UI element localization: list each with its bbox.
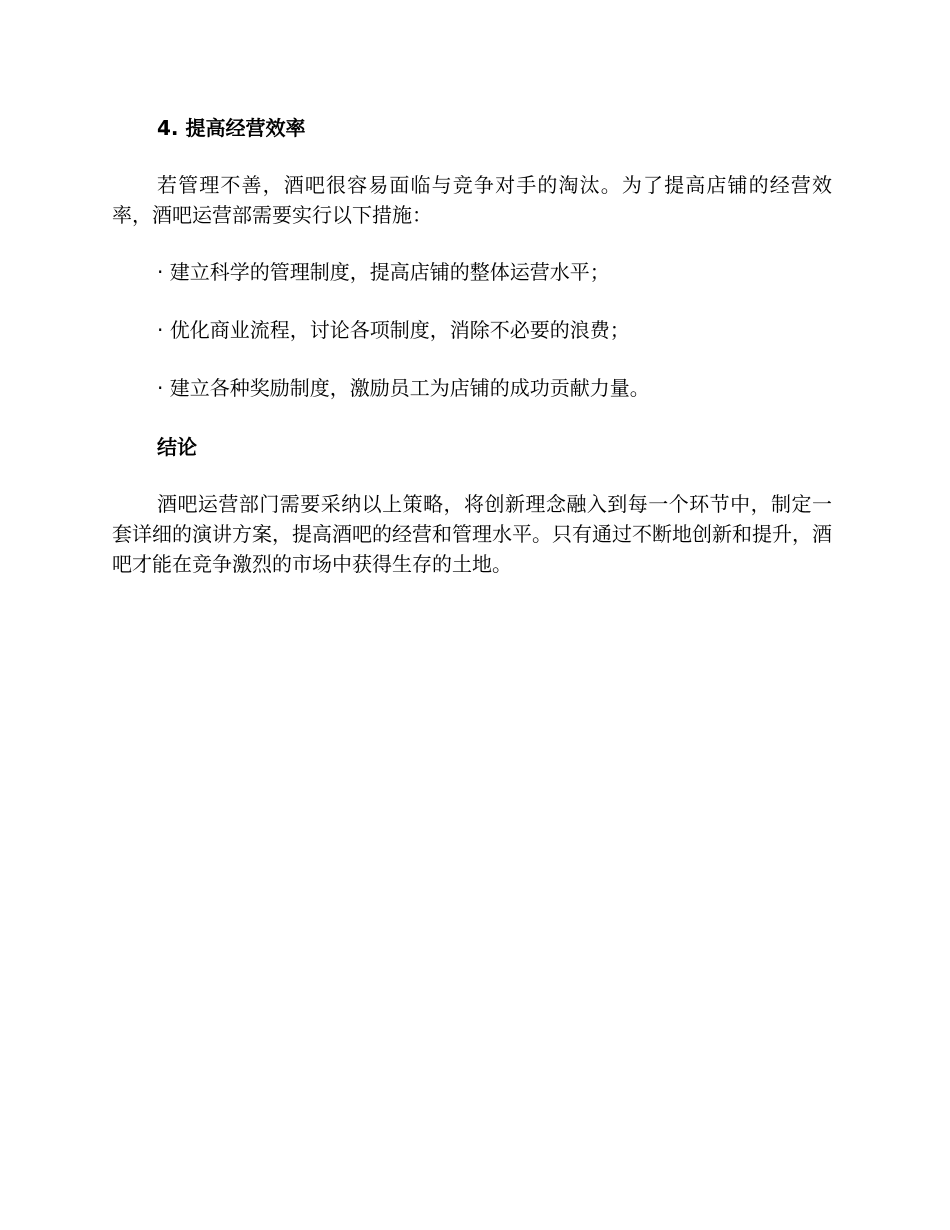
section-heading-efficiency: 4. 提高经营效率 [157, 116, 306, 140]
section-intro-paragraph: 若管理不善，酒吧很容易面临与竞争对手的淘汰。为了提高店铺的经营效率，酒吧运营部需要实行以下措施： [112, 173, 832, 227]
conclusion-paragraph: 酒吧运营部门需要采纳以上策略，将创新理念融入到每一个环节中，制定一套详细的演讲方案，提高酒吧的经营和管理水平。只有通过不断地创新和提升，酒吧才能在竞争激烈的市场中获得生存的土地。 [112, 492, 832, 576]
bullet-item-management-system: · 建立科学的管理制度，提高店铺的整体运营水平； [157, 260, 610, 284]
conclusion-heading: 结论 [157, 435, 197, 459]
bullet-item-reward-system: · 建立各种奖励制度，激励员工为店铺的成功贡献力量。 [157, 376, 650, 400]
bullet-item-business-process: · 优化商业流程，讨论各项制度，消除不必要的浪费； [157, 318, 630, 342]
document-content [112, 112, 832, 579]
